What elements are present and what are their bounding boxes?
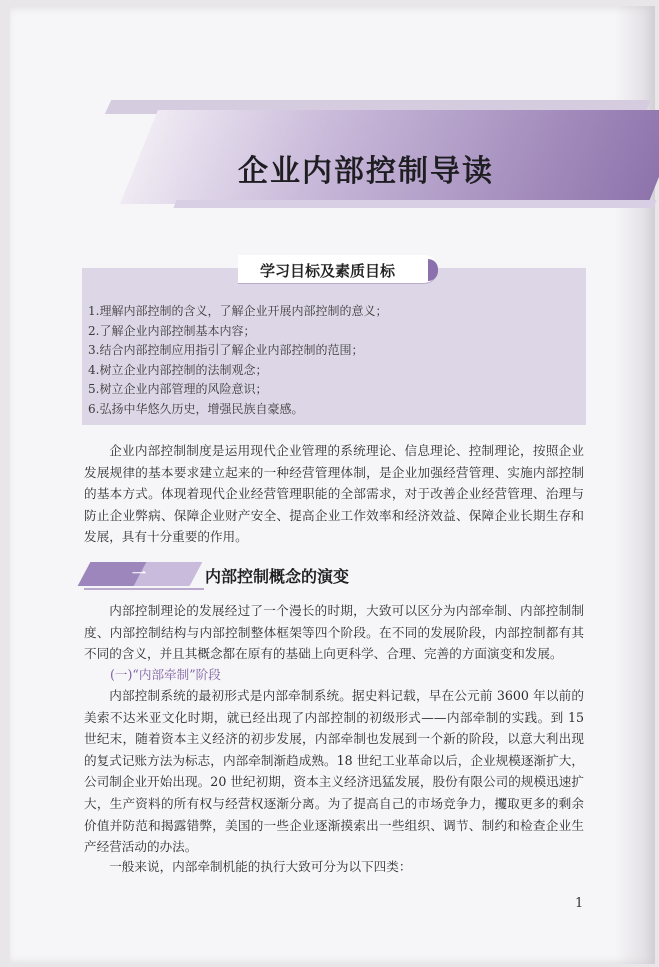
section-header-underline [84, 588, 204, 590]
page-number: 1 [575, 896, 584, 911]
objectives-list [88, 302, 578, 419]
chapter-title: 企业内部控制导读 [238, 154, 494, 189]
objective-item: 6.弘扬中华悠久历史，增强民族自豪感。 [88, 401, 304, 416]
title-banner-bottom-strip [173, 200, 656, 208]
objective-item: 5.树立企业内部管理的风险意识； [88, 382, 268, 396]
section-number: 一 [132, 567, 146, 583]
objective-item: 1.理解内部控制的含义，了解企业开展内部控制的意义； [88, 304, 388, 318]
objectives-heading-tab [238, 255, 442, 285]
intro-paragraph: 企业内部控制制度是运用现代企业管理的系统理论、信息理论、控制理论，按照企业发展规律的基本要求建立起来的一种经营管理体制，是企业加强经营管理、实施内部控制的基本方式。体现着现代企业经营管理职能的全部需求，对于改善企业经营管理、治理与防止企业弊病、保障企业财产安全、提高企业工作效率和经济效益、保障企业长期生存和发展，具有十分重要的作用。 [84, 443, 584, 545]
last-paragraph: 一般来说，内部牵制机能的执行大致可分为以下四类： [109, 859, 412, 874]
subsection-paragraph: 内部控制系统的最初形式是内部牵制系统。据史料记载，早在公元前 3600 年以前的美索不达米亚文化时期，就已经出现了内部控制的初级形式——内部牵制的实践。到 15 世纪末，随着资本主义经济的初步发展，内部牵制也发展到一个新的阶段，以意大利出现的复式记账方法为标志，内部牵制渐趋成熟。18 世纪工业革命以后，企业规模逐渐扩大，公司制企业开始出现。20 世纪初期，资本主义经济迅猛发展，股份有限公司的规模迅速扩大，生产资料的所有权与经营权逐渐分离。为了提高自己的市场竞争力，攫取更多的剩余价值并防范和揭露错弊，美国的一些企业逐渐摸索出一些组织、调节、制约和检查企业生产经营活动的办法。 [84, 688, 584, 855]
section-title: 内部控制概念的演变 [205, 567, 350, 586]
objective-item: 3.结合内部控制应用指引了解企业内部控制的范围； [88, 343, 364, 357]
objectives-heading: 学习目标及素质目标 [260, 262, 396, 280]
section-paragraph: 内部控制理论的发展经过了一个漫长的时期，大致可以区分为内部牵制、内部控制制度、内部控制结构与内部控制整体框架等四个阶段。在不同的发展阶段，内部控制都有其不同的含义，并且其概念都在原有的基础上向更科学、合理、完善的方面演变和发展。 [84, 603, 584, 662]
subsection-heading: (一)“内部牵制”阶段 [110, 667, 221, 682]
objective-item: 2.了解企业内部控制基本内容； [88, 323, 256, 338]
objective-item: 4.树立企业内部控制的法制观念； [88, 362, 268, 377]
